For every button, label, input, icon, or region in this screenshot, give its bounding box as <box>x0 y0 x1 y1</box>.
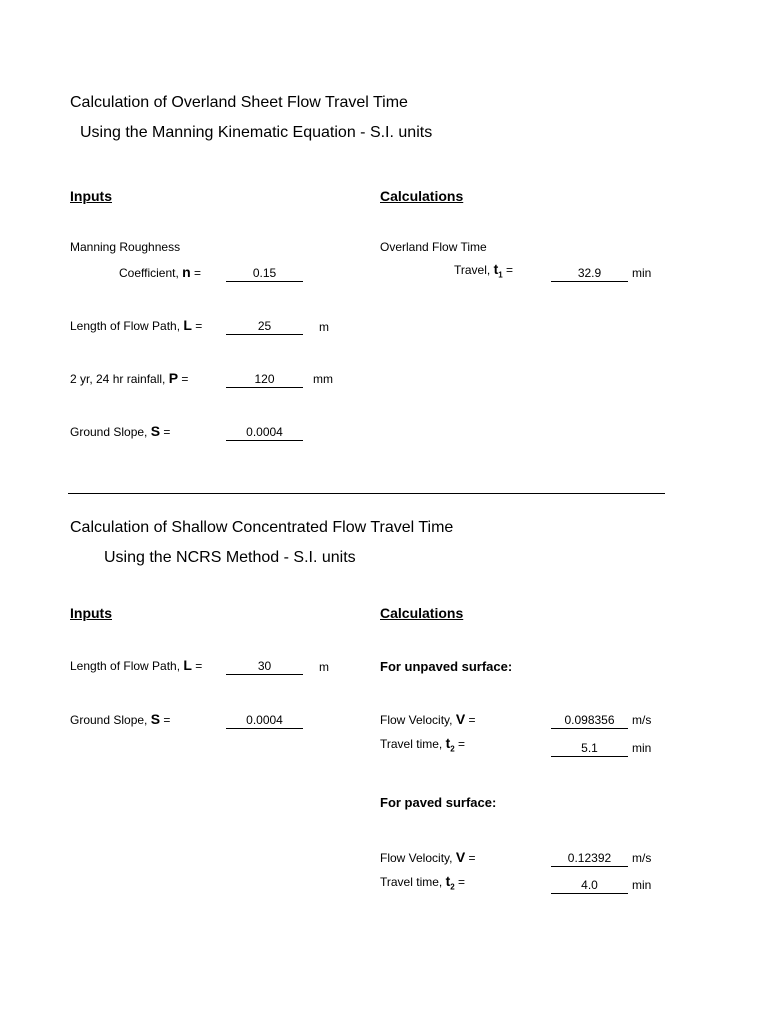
roughness-value[interactable]: 0.15 <box>226 265 303 282</box>
sheet-flow-title: Calculation of Overland Sheet Flow Travel Time <box>70 94 408 111</box>
shallow-calculations-heading: Calculations <box>380 605 464 621</box>
shallow-inputs-heading: Inputs <box>70 605 112 621</box>
sheet-flow-subtitle: Using the Manning Kinematic Equation - S.I. units <box>80 124 433 141</box>
shallow-length-unit: m <box>319 660 329 674</box>
paved-travel-time-label: Travel time, $t_2$ = <box>380 873 466 892</box>
paved-velocity-value: 0.12392 <box>551 850 628 867</box>
overland-time-label-line1: Overland Flow Time <box>380 240 487 254</box>
shallow-flow-title: Calculation of Shallow Concentrated Flow Travel Time <box>70 519 454 536</box>
rainfall-label: 2 yr, 24 hr rainfall, P = <box>70 370 189 386</box>
length-label: Length of Flow Path, L = <box>70 317 203 333</box>
rainfall-unit: mm <box>313 372 333 386</box>
unpaved-heading: For unpaved surface: <box>380 659 513 674</box>
paved-travel-time-value: 4.0 <box>551 877 628 894</box>
travel-time-t1-unit: min <box>632 266 652 280</box>
shallow-length-label: Length of Flow Path, L = <box>70 657 203 673</box>
length-value[interactable]: 25 <box>226 318 303 335</box>
sheet-calculations-heading: Calculations <box>380 188 464 204</box>
rainfall-value[interactable]: 120 <box>226 371 303 388</box>
unpaved-velocity-unit: m/s <box>632 713 652 727</box>
unpaved-travel-time-label: Travel time, $t_2$ = <box>380 735 466 754</box>
shallow-slope-label: Ground Slope, S = <box>70 711 171 727</box>
slope-value[interactable]: 0.0004 <box>226 424 303 441</box>
travel-time-t1-label: Travel, $t_1$ = <box>454 261 514 280</box>
unpaved-travel-time-value: 5.1 <box>551 740 628 757</box>
shallow-flow-subtitle: Using the NCRS Method - S.I. units <box>104 549 356 566</box>
length-unit: m <box>319 320 329 334</box>
sheet-inputs-heading: Inputs <box>70 188 112 204</box>
section-divider <box>68 493 665 494</box>
unpaved-velocity-label: Flow Velocity, V = <box>380 711 476 727</box>
unpaved-velocity-value: 0.098356 <box>551 712 628 729</box>
roughness-label: Coefficient, n = <box>119 264 202 280</box>
paved-heading: For paved surface: <box>380 795 497 810</box>
paved-travel-time-unit: min <box>632 878 652 892</box>
travel-time-t1-value: 32.9 <box>551 265 628 282</box>
paved-velocity-unit: m/s <box>632 851 652 865</box>
unpaved-travel-time-unit: min <box>632 741 652 755</box>
roughness-label-line1: Manning Roughness <box>70 240 181 254</box>
shallow-length-value[interactable]: 30 <box>226 658 303 675</box>
shallow-slope-value[interactable]: 0.0004 <box>226 712 303 729</box>
slope-label: Ground Slope, S = <box>70 423 171 439</box>
paved-velocity-label: Flow Velocity, V = <box>380 849 476 865</box>
